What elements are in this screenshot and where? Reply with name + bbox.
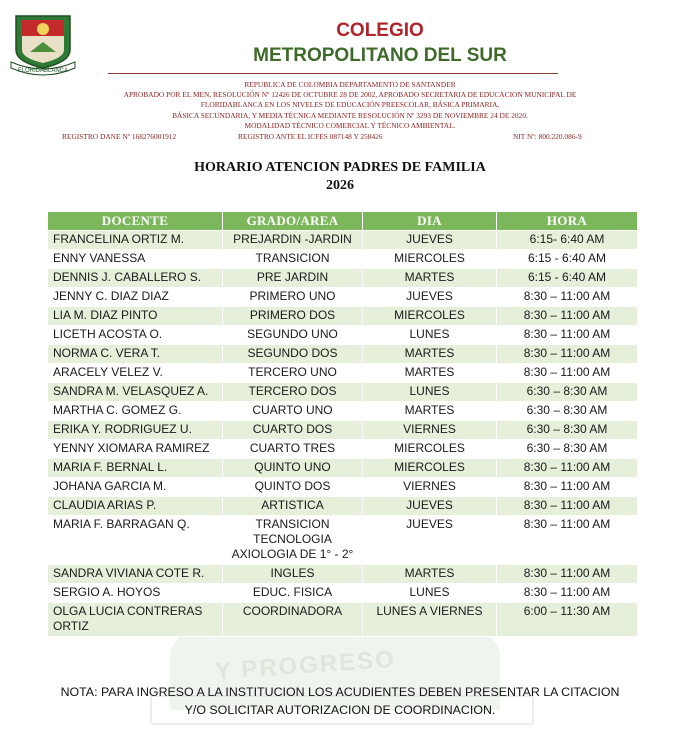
cell-hora: 6:30 – 8:30 AM <box>497 402 638 421</box>
cell-hora: 8:30 – 11:00 AM <box>497 364 638 383</box>
table-row <box>48 565 638 584</box>
legal-text <box>70 80 630 131</box>
cell-grado: EDUC. FISICA <box>223 584 363 603</box>
cell-grado: SEGUNDO UNO <box>223 326 363 345</box>
table-row <box>48 231 638 250</box>
cell-dia: MARTES <box>363 269 497 288</box>
cell-docente: NORMA C. VERA T. <box>48 345 223 364</box>
header-divider <box>108 73 558 74</box>
registro-dane: REGISTRO DANE Nº 168276001912 <box>62 132 177 141</box>
cell-dia: MIERCOLES <box>363 440 497 459</box>
cell-dia: JUEVES <box>363 497 497 516</box>
cell-dia: LUNES <box>363 383 497 402</box>
cell-grado: PRIMERO UNO <box>223 288 363 307</box>
cell-dia: MARTES <box>363 345 497 364</box>
cell-grado: CUARTO DOS <box>223 421 363 440</box>
cell-dia: MARTES <box>363 364 497 383</box>
cell-hora: 6:15 - 6:40 AM <box>497 250 638 269</box>
column-header-hora: HORA <box>497 212 638 231</box>
table-row <box>48 269 638 288</box>
cell-docente: MARTHA C. GOMEZ G. <box>48 402 223 421</box>
cell-docente: DENNIS J. CABALLERO S. <box>48 269 223 288</box>
note-line: Y/O SOLICITAR AUTORIZACION DE COORDINACION. <box>184 703 496 717</box>
cell-hora: 6:15 - 6:40 AM <box>497 269 638 288</box>
cell-grado: TRANSICION TECNOLOGIA AXIOLOGIA DE 1° - 2° <box>223 516 363 565</box>
legal-line: FLORIDABLANCA EN LOS NIVELES DE EDUCACIÓN PREESCOLAR, BÁSICA PRIMARIA, <box>200 100 500 110</box>
cell-hora: 8:30 – 11:00 AM <box>497 459 638 478</box>
legal-line: REPUBLICA DE COLOMBIA DEPARTAMENTO DE SANTANDER <box>244 80 456 89</box>
cell-grado: TERCERO UNO <box>223 364 363 383</box>
cell-docente: JENNY C. DIAZ DIAZ <box>48 288 223 307</box>
cell-grado: QUINTO DOS <box>223 478 363 497</box>
cell-dia: VIERNES <box>363 478 497 497</box>
legal-line: BÁSICA SECUNDARIA, Y MEDIA TÉCNICA MEDIANTE RESOLUCIÓN Nº 3293 DE NOVIEMBRE 24 DE 2020. <box>172 110 528 120</box>
cell-docente: JOHANA GARCIA M. <box>48 478 223 497</box>
cell-grado: TRANSICION <box>223 250 363 269</box>
cell-hora: 6:30 – 8:30 AM <box>497 421 638 440</box>
table-row <box>48 497 638 516</box>
cell-docente: SANDRA VIVIANA COTE R. <box>48 565 223 584</box>
cell-docente: MARIA F. BARRAGAN Q. <box>48 516 223 565</box>
cell-docente: LIA M. DIAZ PINTO <box>48 307 223 326</box>
cell-hora: 6:15- 6:40 AM <box>497 231 638 250</box>
table-row <box>48 478 638 497</box>
cell-grado: PRIMERO DOS <box>223 307 363 326</box>
table-row <box>48 383 638 402</box>
cell-grado: CUARTO UNO <box>223 402 363 421</box>
cell-dia: LUNES A VIERNES <box>363 603 497 637</box>
cell-grado: INGLES <box>223 565 363 584</box>
cell-dia: VIERNES <box>363 421 497 440</box>
footer-note <box>0 683 680 719</box>
table-row <box>48 307 638 326</box>
cell-hora: 8:30 – 11:00 AM <box>497 516 638 565</box>
column-header-dia: DIA <box>363 212 497 231</box>
cell-hora: 8:30 – 11:00 AM <box>497 307 638 326</box>
column-header-grado: GRADO/AREA <box>223 212 363 231</box>
cell-hora: 6:30 – 8:30 AM <box>497 383 638 402</box>
cell-hora: 8:30 – 11:00 AM <box>497 565 638 584</box>
cell-dia: MARTES <box>363 565 497 584</box>
cell-docente: CLAUDIA ARIAS P. <box>48 497 223 516</box>
cell-grado: ARTISTICA <box>223 497 363 516</box>
table-row <box>48 440 638 459</box>
cell-dia: MIERCOLES <box>363 250 497 269</box>
school-name-line2: METROPOLITANO DEL SUR <box>253 45 507 66</box>
cell-docente: LICETH ACOSTA O. <box>48 326 223 345</box>
cell-grado: COORDINADORA <box>223 603 363 637</box>
cell-docente: MARIA F. BERNAL L. <box>48 459 223 478</box>
table-row <box>48 326 638 345</box>
note-line: NOTA: PARA INGRESO A LA INSTITUCION LOS ACUDIENTES DEBEN PRESENTAR LA CITACION <box>60 685 620 699</box>
table-header-row <box>48 212 638 231</box>
cell-dia: LUNES <box>363 326 497 345</box>
legal-line: APROBADO POR EL MEN, RESOLUCIÓN Nº 12426 DE OCTUBRE 28 DE 2002, APROBADO SECRETARIA DE EDUCACION MUNICIPAL DE <box>123 90 577 100</box>
cell-hora: 8:30 – 11:00 AM <box>497 326 638 345</box>
cell-docente: OLGA LUCIA CONTRERAS ORTIZ <box>48 603 223 637</box>
nit-number: NIT Nº: 800.220.086-9 <box>513 132 582 141</box>
cell-hora: 8:30 – 11:00 AM <box>497 478 638 497</box>
cell-docente: ARACELY VELEZ V. <box>48 364 223 383</box>
schedule-table <box>47 211 638 637</box>
cell-grado: QUINTO UNO <box>223 459 363 478</box>
cell-dia: MIERCOLES <box>363 459 497 478</box>
table-row <box>48 402 638 421</box>
cell-dia: JUEVES <box>363 288 497 307</box>
table-row <box>48 250 638 269</box>
table-row <box>48 288 638 307</box>
cell-dia: JUEVES <box>363 231 497 250</box>
cell-dia: JUEVES <box>363 516 497 565</box>
schedule-body <box>48 231 638 637</box>
registro-icfes: REGISTRO ANTE EL ICFES 087148 Y 258426 <box>238 132 383 141</box>
cell-hora: 8:30 – 11:00 AM <box>497 345 638 364</box>
table-row <box>48 345 638 364</box>
cell-docente: FRANCELINA ORTIZ M. <box>48 231 223 250</box>
cell-dia: MIERCOLES <box>363 307 497 326</box>
table-row <box>48 421 638 440</box>
cell-grado: PREJARDIN -JARDIN <box>223 231 363 250</box>
table-row <box>48 584 638 603</box>
cell-grado: CUARTO TRES <box>223 440 363 459</box>
cell-hora: 8:30 – 11:00 AM <box>497 584 638 603</box>
cell-hora: 8:30 – 11:00 AM <box>497 497 638 516</box>
school-name-line1: COLEGIO <box>336 20 424 41</box>
table-row <box>48 364 638 383</box>
cell-docente: SANDRA M. VELASQUEZ A. <box>48 383 223 402</box>
cell-docente: ENNY VANESSA <box>48 250 223 269</box>
cell-docente: SERGIO A. HOYOS <box>48 584 223 603</box>
cell-grado: TERCERO DOS <box>223 383 363 402</box>
document-title: HORARIO ATENCION PADRES DE FAMILIA <box>194 160 486 175</box>
cell-dia: LUNES <box>363 584 497 603</box>
cell-dia: MARTES <box>363 402 497 421</box>
cell-grado: PRE JARDIN <box>223 269 363 288</box>
cell-docente: YENNY XIOMARA RAMIREZ <box>48 440 223 459</box>
table-row <box>48 603 638 637</box>
column-header-docente: DOCENTE <box>48 212 223 231</box>
table-row <box>48 459 638 478</box>
table-row <box>48 516 638 565</box>
cell-grado: SEGUNDO DOS <box>223 345 363 364</box>
cell-hora: 6:30 – 8:30 AM <box>497 440 638 459</box>
document-year: 2026 <box>326 178 354 193</box>
svg-text:FLORIDABLANCA: FLORIDABLANCA <box>17 68 69 74</box>
legal-line: MODALIDAD TÉCNICO COMERCIAL Y TÉCNICO AMBIENTAL. <box>244 120 456 130</box>
cell-docente: ERIKA Y. RODRIGUEZ U. <box>48 421 223 440</box>
watermark-text: Y PROGRESO <box>214 645 397 686</box>
cell-hora: 8:30 – 11:00 AM <box>497 288 638 307</box>
cell-hora: 6:00 – 11:30 AM <box>497 603 638 637</box>
